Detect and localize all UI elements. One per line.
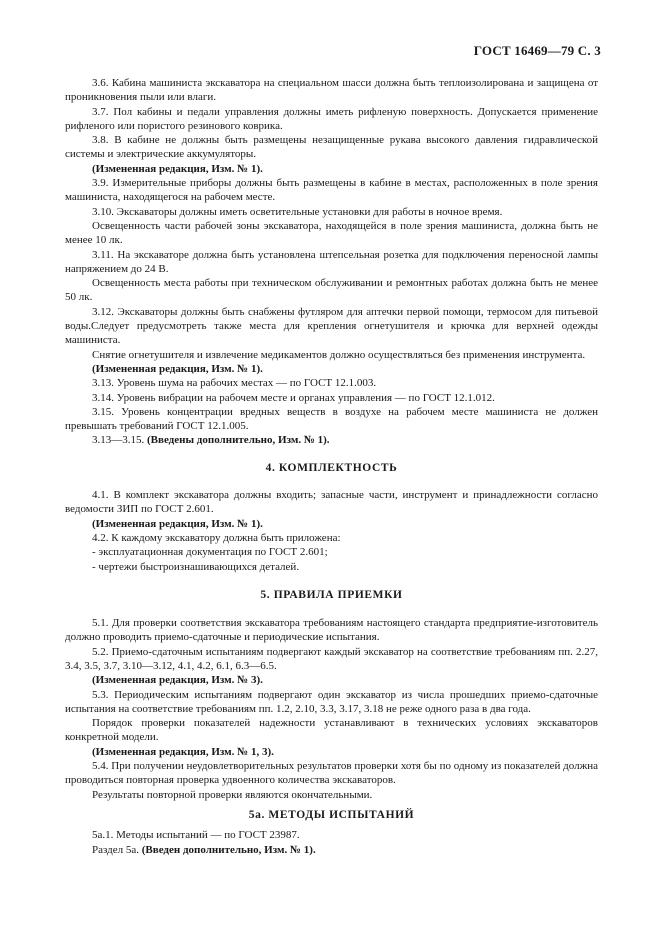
amendment-note: (Измененная редакция, Изм. № 1, 3). xyxy=(92,745,274,758)
paragraph: Результаты повторной проверки являются окончательными. xyxy=(92,788,373,801)
amendment-note: (Измененная редакция, Изм. № 1). xyxy=(92,162,263,175)
paragraph: 3.7. Пол кабины и педали управления должны иметь рифленую поверхность. Допускается применение рифленого или пористого резинового коврика. xyxy=(65,105,598,132)
paragraph: 5.3. Периодическим испытаниям подвергают один экскаватор из числа прошедших приемо-сдаточные испытания на соответствие требованиям пп. 1.2, 2.10, 3.3, 3.17, 3.18 не реже одного раза в два года. xyxy=(65,688,598,715)
paragraph: 4.2. К каждому экскаватору должна быть приложена: xyxy=(92,531,341,544)
section-5a-title: 5а. МЕТОДЫ ИСПЫТАНИЙ xyxy=(248,808,415,821)
amendment-note: (Измененная редакция, Изм. № 1). xyxy=(92,517,263,530)
paragraph: 3.10. Экскаваторы должны иметь осветительные установки для работы в ночное время. xyxy=(92,205,503,218)
paragraph: 3.11. На экскаваторе должна быть установлена штепсельная розетка для подключения переносной лампы напряжением до 24 В. xyxy=(65,248,598,275)
paragraph-with-note xyxy=(65,843,598,857)
paragraph: Снятие огнетушителя и извлечение медикаментов должно осуществляться без применения инструмента. xyxy=(92,348,586,361)
amendment-note: (Введены дополнительно, Изм. № 1). xyxy=(147,434,330,447)
section-5-title: 5. ПРАВИЛА ПРИЕМКИ xyxy=(260,588,403,601)
paragraph-text: 3.13—3.15. xyxy=(92,434,147,447)
paragraph: 3.15. Уровень концентрации вредных веществ в воздухе на рабочем месте машиниста не должен превышать требований ГОСТ 12.1.005. xyxy=(65,405,598,433)
paragraph: 4.1. В комплект экскаватора должны входить; запасные части, инструмент и принадлежности согласно ведомости ЗИП по ГОСТ 2.601. xyxy=(65,489,598,516)
paragraph: 5.4. При получении неудовлетворительных результатов проверки хотя бы по одному из показателей должна проводиться повторная проверка удвоенного количества экскаваторов. xyxy=(65,760,598,787)
section-5-body xyxy=(65,616,598,802)
section-5a-body xyxy=(65,828,598,857)
paragraph: 3.8. В кабине не должны быть размещены незащищенные рукава высокого давления гидравлической системы и электрические аккумуляторы. xyxy=(65,134,598,161)
list-item: - чертежи быстроизнашивающихся деталей. xyxy=(92,560,300,573)
paragraph: Освещенность части рабочей зоны экскаватора, находящейся в поле зрения машиниста, должна быть не менее 10 лк. xyxy=(65,219,598,247)
paragraph: Порядок проверки показателей надежности устанавливают в технических условиях экскаваторов конкретной модели. xyxy=(65,717,598,744)
paragraph: 3.6. Кабина машиниста экскаватора на специальном шасси должна быть теплоизолирована и защищена от проникновения пыли или влаги. xyxy=(65,77,598,104)
amendment-note: (Измененная редакция, Изм. № 3). xyxy=(92,674,263,687)
section-4-body xyxy=(65,488,598,574)
paragraph: 5.1. Для проверки соответствия экскаватора требованиям настоящего стандарта предприятие-изготовитель должно проводить приемо-сдаточные и периодические испытания. xyxy=(65,617,598,644)
paragraph: 3.14. Уровень вибрации на рабочем месте и органах управления — по ГОСТ 12.1.012. xyxy=(92,391,495,404)
paragraph: 3.9. Измерительные приборы должны быть размещены в кабине в местах, расположенных в поле зрения машиниста, находящегося на рабочем месте. xyxy=(65,177,598,204)
paragraph: 5.2. Приемо-сдаточным испытаниям подвергают каждый экскаватор на соответствие требованиям пп. 2.27, 3.4, 3.5, 3.7, 3.10—3.12, 4.1, 4.2, 6.1, 6.3—6.5. xyxy=(65,645,598,672)
amendment-note: (Измененная редакция, Изм. № 1). xyxy=(92,362,263,375)
list-item: - эксплуатационная документация по ГОСТ 2.601; xyxy=(92,546,328,559)
paragraph-with-note xyxy=(65,433,598,447)
paragraph: Освещенность места работы при техническом обслуживании и ремонтных работах должна быть не менее 50 лк. xyxy=(65,277,598,304)
document-body xyxy=(65,76,598,857)
section-3-continuation xyxy=(65,76,598,448)
paragraph: 3.13. Уровень шума на рабочих местах — по ГОСТ 12.1.003. xyxy=(92,377,377,390)
amendment-note: (Введен дополнительно, Изм. № 1). xyxy=(141,843,316,856)
paragraph: 3.12. Экскаваторы должны быть снабжены футляром для аптечки первой помощи, термосом для питьевой воды.Следует предусмотреть также места для крепления огнетушителя и крючка для верхней одежды машиниста. xyxy=(65,305,598,347)
paragraph: 5а.1. Методы испытаний — по ГОСТ 23987. xyxy=(92,829,300,842)
paragraph-text: Раздел 5а. xyxy=(92,843,142,856)
page-header: ГОСТ 16469—79 С. 3 xyxy=(473,43,601,58)
section-4-title: 4. КОМПЛЕКТНОСТЬ xyxy=(265,461,398,474)
